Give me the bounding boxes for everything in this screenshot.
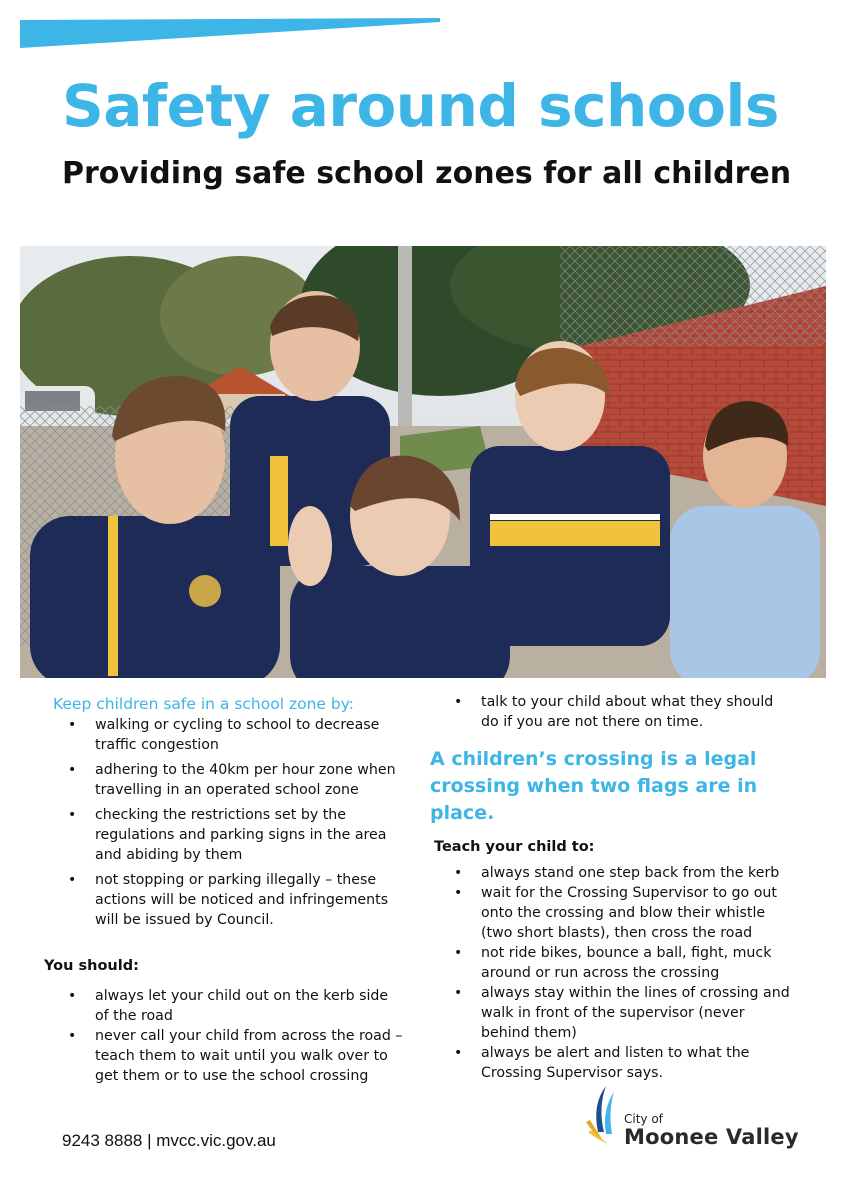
page-subtitle: Providing safe school zones for all children [62, 156, 792, 191]
list-item: • checking the restrictions set by the regulations and parking signs in the area and abiding by them [44, 805, 404, 865]
keep-safe-list [44, 715, 404, 930]
list-item: • not stopping or parking illegally – these actions will be noticed and infringements will be issued by Council. [44, 870, 404, 930]
top-accent-bar [0, 0, 848, 60]
teach-list [430, 863, 790, 1083]
council-logo [584, 1082, 799, 1152]
list-item: • always be alert and listen to what the Crossing Supervisor says. [430, 1043, 790, 1083]
list-item: • always stand one step back from the kerb [430, 863, 790, 883]
crossing-heading: A children’s crossing is a legal crossing when two flags are in place. [430, 748, 758, 824]
list-item: • always stay within the lines of crossing and walk in front of the supervisor (never behind them) [430, 983, 790, 1043]
logo-city-of: City of [624, 1112, 663, 1126]
school-children-photo [20, 246, 826, 678]
page-title: Safety around schools [62, 72, 779, 140]
keep-safe-heading: Keep children safe in a school zone by: [53, 695, 354, 713]
you-should-heading: You should: [44, 958, 139, 974]
list-item: • always let your child out on the kerb side of the road [44, 986, 404, 1026]
list-item: • never call your child from across the road – teach them to wait until you walk over to get them or to use the school crossing [44, 1026, 404, 1086]
list-item: • wait for the Crossing Supervisor to go out onto the crossing and blow their whistle (two short blasts), then cross the road [430, 883, 790, 943]
list-item: • talk to your child about what they should do if you are not there on time. [430, 692, 790, 732]
right-column [430, 692, 790, 1083]
list-item: • adhering to the 40km per hour zone when travelling in an operated school zone [44, 760, 404, 800]
you-should-list [44, 986, 404, 1086]
list-item: • walking or cycling to school to decrease traffic congestion [44, 715, 404, 755]
teach-heading: Teach your child to: [434, 839, 595, 855]
continued-list [430, 692, 790, 732]
logo-council-name: Moonee Valley [624, 1125, 799, 1149]
list-item: • not ride bikes, bounce a ball, fight, muck around or run across the crossing [430, 943, 790, 983]
logo-mark-icon [584, 1082, 624, 1148]
left-column [44, 695, 404, 1086]
contact-details: 9243 8888 | mvcc.vic.gov.au [62, 1131, 276, 1150]
